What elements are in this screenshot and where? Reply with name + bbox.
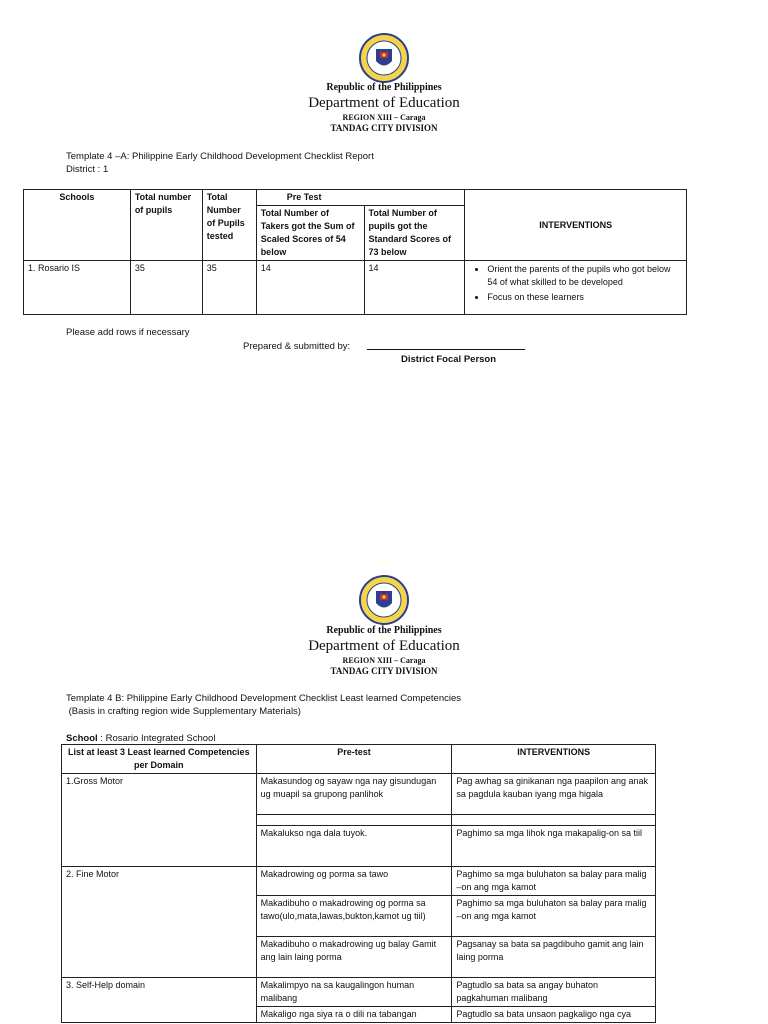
pretest-cell: Makadibuho o makadrowing ug balay Gamit ang lain laing porma (256, 937, 452, 978)
intervention-cell: Pagtudlo sa bata unsaon pagkaligo nga cya (452, 1007, 656, 1023)
table-row (62, 978, 656, 1007)
deped-seal-logo (359, 575, 409, 625)
intervention-cell: Paghimo sa mga lihok nga makapalig-on sa tiil (452, 826, 656, 867)
intervention-cell: Pag awhag sa ginikanan nga paapilon ang anak sa pagdula kauban iyang mga higala (452, 774, 656, 815)
pretest-cell: Makalukso nga dala tuyok. (256, 826, 452, 867)
pupils-cell: 14 (364, 261, 465, 315)
interventions-cell (465, 261, 687, 315)
intervention-cell: Paghimo sa mga buluhaton sa balay para malig –on ang mga kamot (452, 896, 656, 937)
prepared-label: Prepared & submitted by: (243, 341, 351, 352)
intervention-cell: Paghimo sa mga buluhaton sa balay para malig –on ang mga kamot (452, 867, 656, 896)
col-takers-54: Total Number of Takers got the Sum of Scaled Scores of 54 below (256, 206, 364, 261)
col-schools: Schools (24, 190, 131, 261)
pretest-cell (256, 815, 452, 826)
pretest-cell: Makalimpyo na sa kaugalingon human malibang (256, 978, 452, 1007)
col-pretest: Pre Test (256, 190, 465, 206)
school-value: : Rosario Integrated School (97, 733, 216, 744)
region-heading: REGION XIII – Caraga (342, 656, 426, 665)
intervention-item: • Focus on these learners (487, 291, 682, 304)
pretest-cell: Makaligo nga siya ra o dili na tabangan (256, 1007, 452, 1023)
least-learned-table (61, 744, 656, 1023)
pretest-cell: Makadrowing og porma sa tawo (256, 867, 452, 896)
intervention-item: • Orient the parents of the pupils who got below 54 of what skilled to be developed (487, 263, 682, 289)
signatory-label: District Focal Person (401, 354, 497, 365)
col-list: List at least 3 Least learned Competencies per Domain (62, 745, 257, 774)
intervention-cell: Pagtudlo sa bata sa angay buhaton pagkahuman malibang (452, 978, 656, 1007)
intervention-cell (452, 815, 656, 826)
table-row (62, 867, 656, 896)
division-heading: TANDAG CITY DIVISION (330, 123, 438, 133)
table-row (24, 261, 687, 315)
template-4b-title: Template 4 B: Philippine Early Childhood Development Checklist Least learned Competencies (66, 693, 461, 704)
department-heading: Department of Education (308, 638, 460, 654)
tested-cell: 35 (202, 261, 256, 315)
pretest-cell: Makasundog og sayaw nga nay gisundugan ug muapil sa grupong panlihok (256, 774, 452, 815)
division-heading: TANDAG CITY DIVISION (330, 666, 438, 676)
region-heading: REGION XIII – Caraga (342, 113, 426, 122)
col-interventions: INTERVENTIONS (452, 745, 656, 774)
intervention-cell: Pagsanay sa bata sa pagdibuho gamit ang lain laing porma (452, 937, 656, 978)
basis-note: (Basis in crafting region wide Supplementary Materials) (66, 706, 301, 717)
add-rows-note: Please add rows if necessary (66, 327, 190, 338)
domain-cell: 2. Fine Motor (62, 867, 257, 978)
signature-line (367, 349, 525, 350)
pretest-cell: Makadibuho o makadrowing og porma sa tawo(ulo,mata,lawas,bukton,kamot ug tiil) (256, 896, 452, 937)
domain-cell: 3. Self-Help domain (62, 978, 257, 1023)
total-cell: 35 (130, 261, 202, 315)
col-total-tested: Total Number of Pupils tested (202, 190, 256, 261)
table-row (62, 774, 656, 815)
school-cell: 1. Rosario IS (24, 261, 131, 315)
col-total-pupils: Total number of pupils (130, 190, 202, 261)
republic-heading: Republic of the Philippines (326, 82, 442, 93)
col-pupils-73: Total Number of pupils got the Standard Scores of 73 below (364, 206, 465, 261)
template-4a-title: Template 4 –A: Philippine Early Childhood Development Checklist Report (66, 151, 374, 162)
republic-heading: Republic of the Philippines (326, 625, 442, 636)
checklist-report-table (23, 189, 687, 315)
takers-cell: 14 (256, 261, 364, 315)
col-interventions: INTERVENTIONS (465, 190, 687, 261)
col-pretest: Pre-test (256, 745, 452, 774)
department-heading: Department of Education (308, 95, 460, 111)
deped-seal-logo (359, 33, 409, 83)
domain-cell: 1.Gross Motor (62, 774, 257, 867)
school-label: School (66, 733, 98, 744)
district-label: District : 1 (66, 164, 109, 175)
